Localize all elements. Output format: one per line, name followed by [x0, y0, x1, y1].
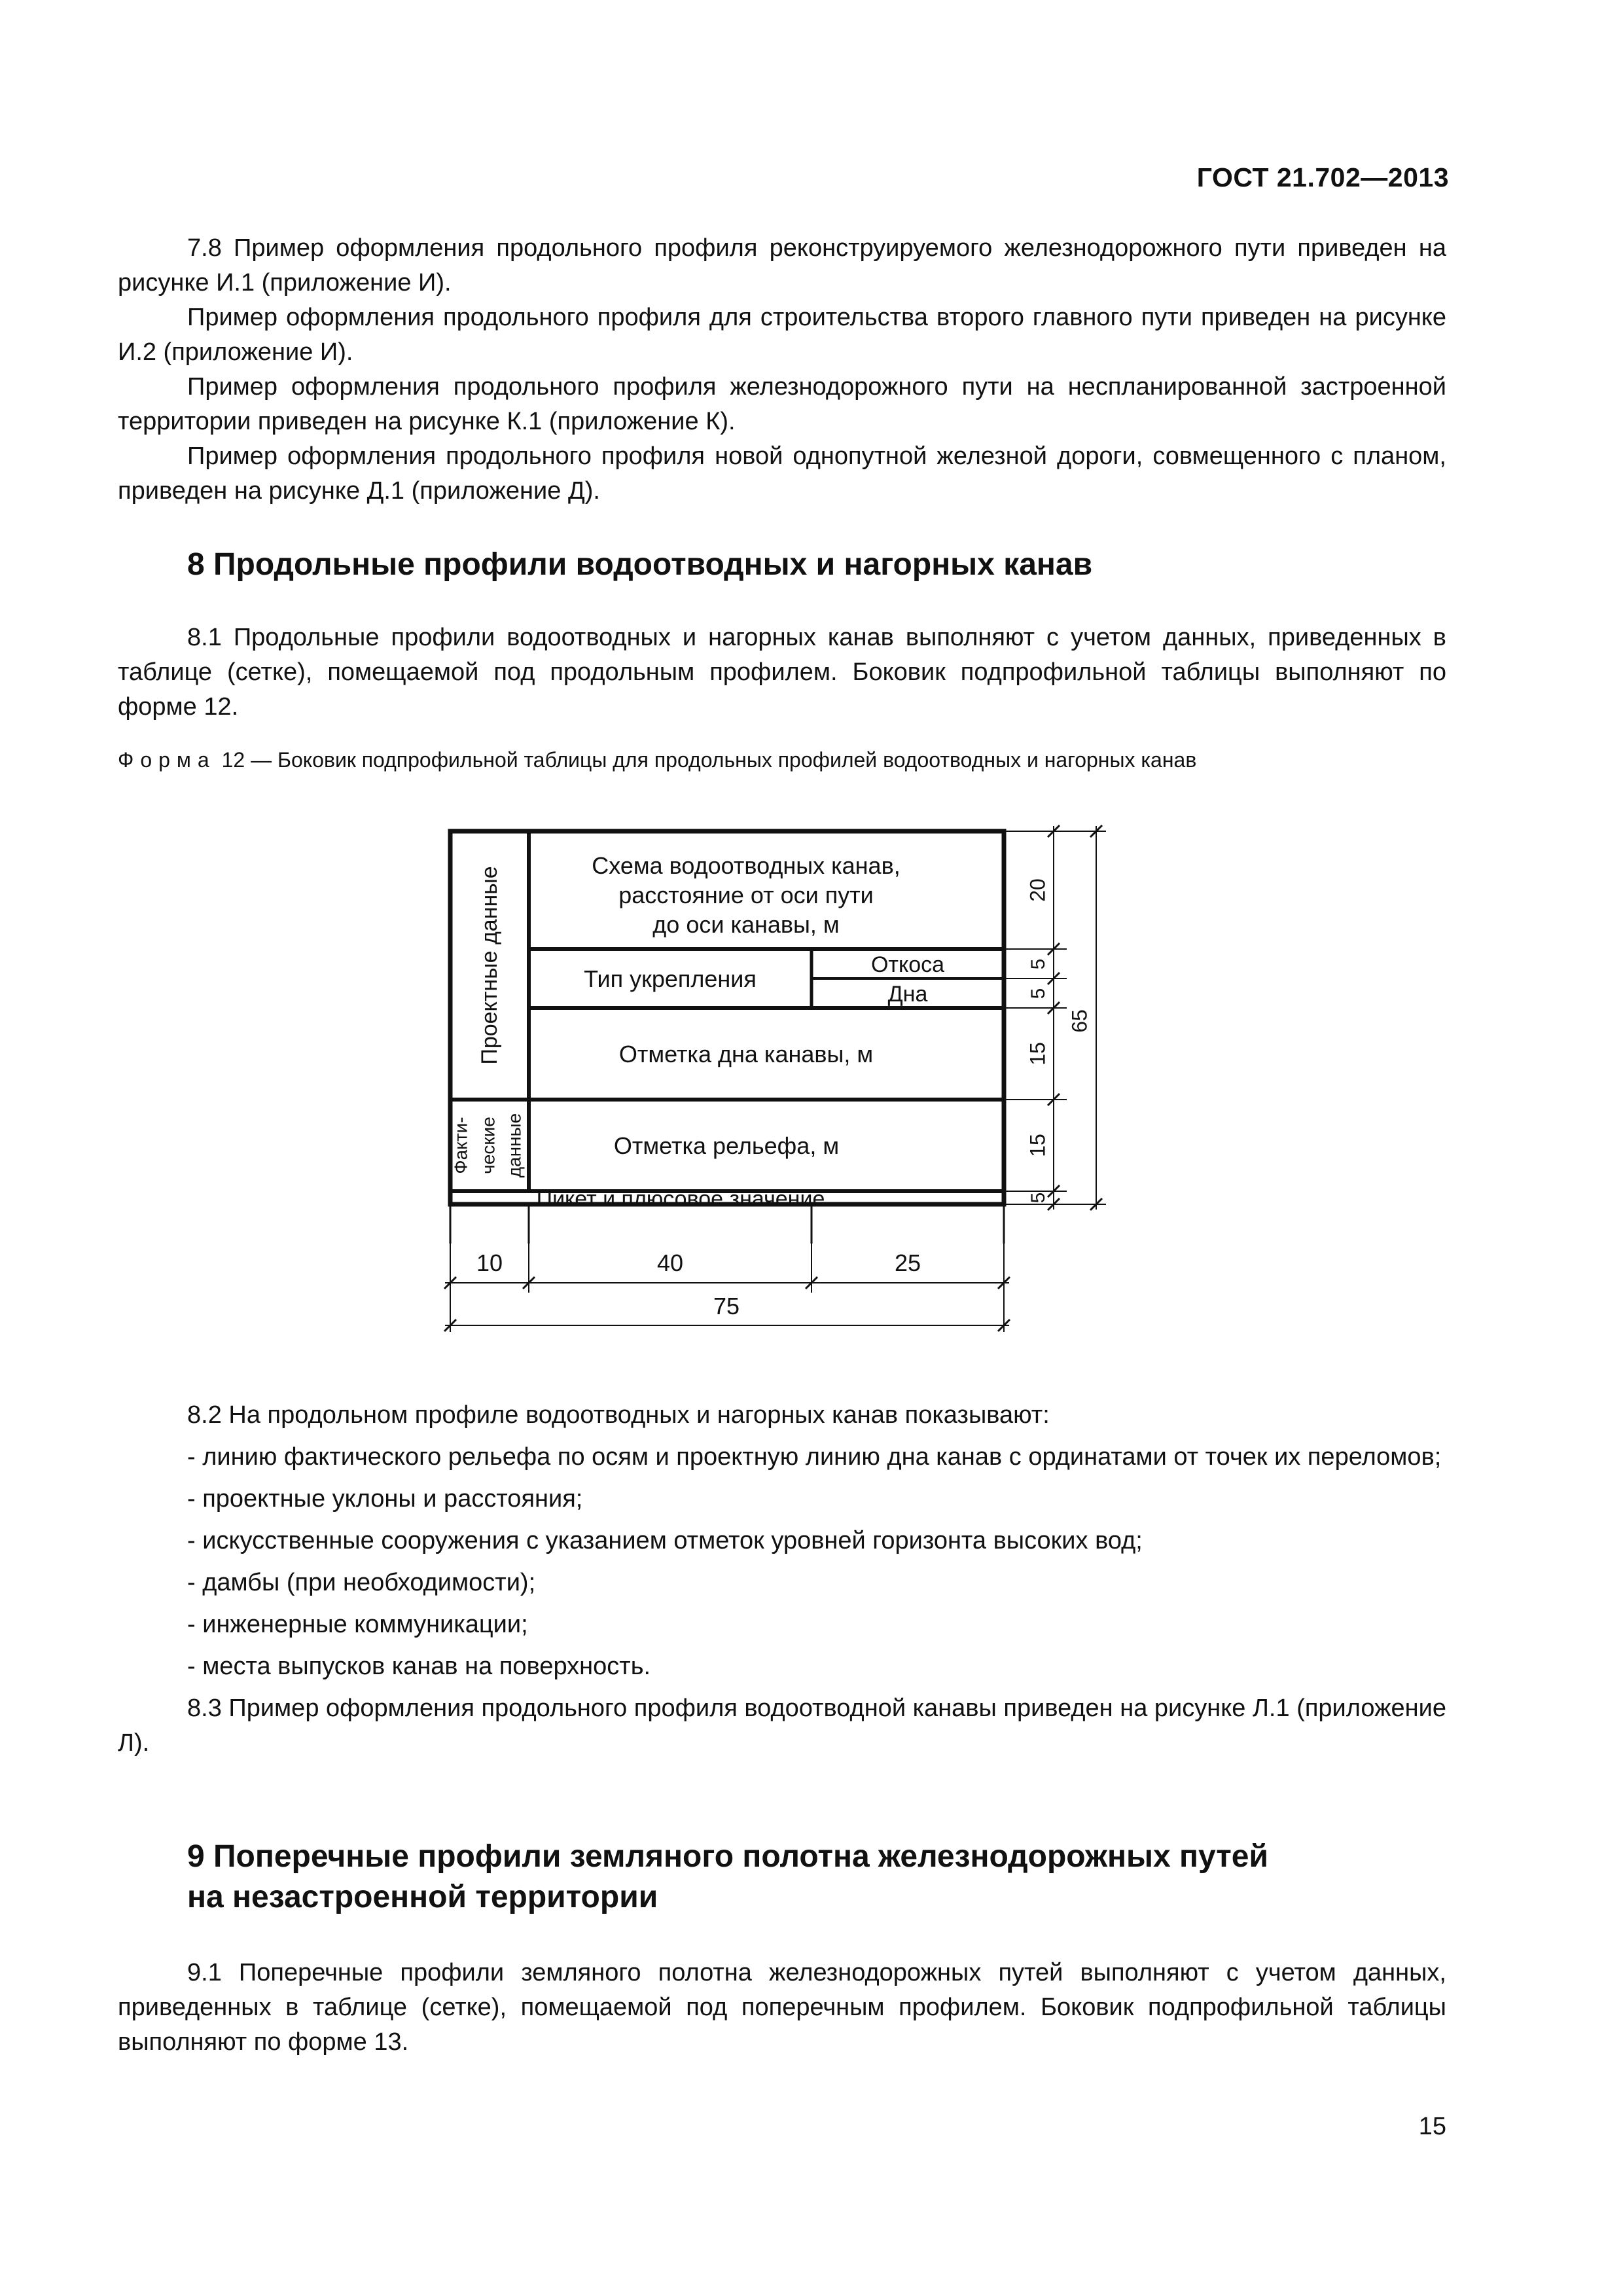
group-actual-label-3: данные	[504, 1113, 525, 1178]
paragraph-8-3: 8.3 Пример оформления продольного профиля водоотводной канавы приведен на рисунке Л.1 (приложение Л).	[118, 1695, 1446, 1757]
group-project-label: Проектные данные	[476, 866, 502, 1065]
row-scheme-line-1: Схема водоотводных канав,	[592, 852, 901, 879]
section-9-heading-line-2: на незастроенной территории	[187, 1880, 658, 1914]
form-caption-text: 12 — Боковик подпрофильной таблицы для продольных профилей водоотводных и нагорных канав	[221, 748, 1197, 772]
paragraph-8-1: 8.1 Продольные профили водоотводных и нагорных канав выполняют с учетом данных, приведенных в таблице (сетке), помещаемой под продольным профилем. Боковик подпрофильной таблицы выполняют по форме 12.	[118, 624, 1446, 721]
paragraph: Пример оформления продольного профиля для строительства второго главного пути приведен на рисунке И.2 (приложение И).	[118, 304, 1446, 366]
section-8-heading: 8 Продольные профили водоотводных и нагорных канав	[187, 547, 1093, 582]
dim-total-height: 65	[1067, 1009, 1092, 1033]
dim-col-group: 10	[476, 1249, 503, 1276]
list-item: - места выпусков канав на поверхность.	[187, 1653, 651, 1680]
dim-col-label: 40	[656, 1249, 684, 1276]
paragraph: Пример оформления продольного профиля железнодорожного пути на неспланированной застроенной территории приведен на рисунке К.1 (приложение К).	[118, 373, 1446, 435]
list-item: - линию фактического рельефа по осям и проектную линию дна канав с ординатами от точек их переломов;	[187, 1443, 1442, 1471]
row-type-bottom: Дна	[887, 982, 928, 1007]
page-number: 15	[1418, 2113, 1446, 2140]
dim-row-picket: 5	[1027, 1192, 1049, 1204]
paragraph-7-8: 7.8 Пример оформления продольного профиля реконструируемого железнодорожного пути приведен на рисунке И.1 (приложение И).	[118, 234, 1446, 296]
row-scheme-line-2: расстояние от оси пути	[618, 882, 874, 908]
list-item: - искусственные сооружения с указанием отметок уровней горизонта высоких вод;	[187, 1527, 1143, 1554]
group-actual-label-1: Факти-	[450, 1117, 471, 1174]
dim-row-slope: 5	[1027, 958, 1049, 970]
row-bottom-mark: Отметка дна канавы, м	[618, 1041, 874, 1067]
list-item: - дамбы (при необходимости);	[187, 1569, 536, 1596]
form-label: Форма	[118, 748, 216, 772]
section-8-2	[118, 1398, 1446, 1768]
section-9-heading-line-1: 9 Поперечные профили земляного полотна железнодорожных путей	[187, 1839, 1268, 1874]
list-item: - проектные уклоны и расстояния;	[187, 1485, 583, 1513]
dim-row-bottom: 5	[1027, 988, 1049, 999]
dim-row-scheme: 20	[1026, 878, 1050, 902]
dim-row-bottom-mark: 15	[1026, 1042, 1050, 1066]
row-relief-mark: Отметка рельефа, м	[613, 1132, 840, 1159]
dim-total-width: 75	[713, 1293, 740, 1319]
list-item: - инженерные коммуникации;	[187, 1611, 528, 1638]
dim-row-relief: 15	[1026, 1134, 1050, 1157]
row-scheme-line-3: до оси канавы, м	[652, 911, 840, 938]
row-type-label: Тип укрепления	[584, 965, 757, 992]
group-actual-label-2: ческие	[478, 1117, 499, 1174]
paragraph: Пример оформления продольного профиля новой однопутной железной дороги, совмещенного с планом, приведен на рисунке Д.1 (приложение Д).	[118, 442, 1446, 505]
row-type-slope: Откоса	[870, 952, 945, 977]
row-picket: Пикет и плюсовое значение	[536, 1187, 825, 1211]
paragraph-8-2: 8.2 На продольном профиле водоотводных и нагорных канав показывают:	[187, 1401, 1050, 1429]
paragraph-9-1: 9.1 Поперечные профили земляного полотна железнодорожных путей выполняют с учетом данных, приведенных в таблице (сетке), помещаемой под поперечным профилем. Боковик подпрофильной таблицы выполняют по форме 13.	[118, 1959, 1446, 2056]
dim-col-sub: 25	[894, 1249, 921, 1276]
document-code: ГОСТ 21.702—2013	[1196, 162, 1449, 192]
